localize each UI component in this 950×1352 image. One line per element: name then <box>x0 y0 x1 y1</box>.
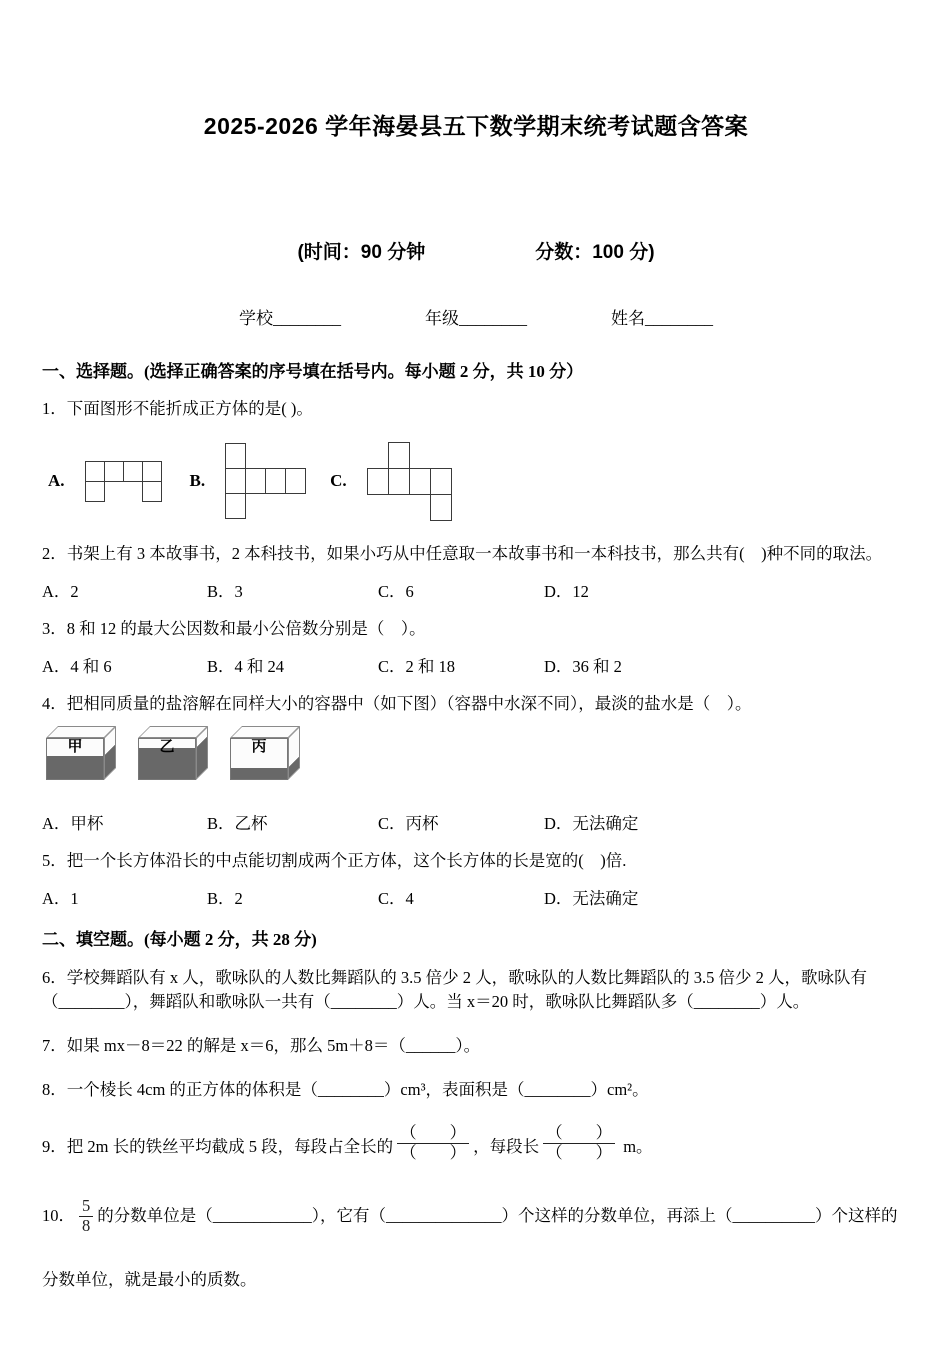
net-square <box>388 468 410 495</box>
q4-option-a: A．甲杯 <box>42 813 104 833</box>
q2-option-d: D．12 <box>544 582 589 602</box>
question-4-options <box>42 812 910 836</box>
beaker-label: 丙 <box>251 737 267 755</box>
question-3-options <box>42 655 910 679</box>
cube-net-a <box>85 461 162 502</box>
score-label: 分数：100 分) <box>535 242 655 264</box>
question-7-text: 7．如果 mx－8＝22 的解是 x＝6，那么 5m＋8＝（______）。 <box>42 1035 481 1055</box>
q4-option-c: C．丙杯 <box>378 813 439 833</box>
q3-option-c: C．2 和 18 <box>378 656 456 676</box>
q10-body: 的分数单位是（____________），它有（______________）个这样的分数单位，再添上（__________）个这样的 <box>97 1205 898 1225</box>
q4-option-b: B．乙杯 <box>207 813 268 833</box>
q2-option-c: C．6 <box>378 582 414 602</box>
net-square <box>265 468 286 494</box>
question-5-text: 5．把一个长方体沿长的中点能切割成两个正方体，这个长方体的长是宽的( )倍. <box>42 850 627 870</box>
net-square <box>225 493 246 519</box>
q9-suffix: m。 <box>619 1136 653 1156</box>
beaker-label: 乙 <box>159 737 175 755</box>
net-square <box>104 461 124 482</box>
q5-option-c: C．4 <box>378 888 414 908</box>
q5-option-a: A．1 <box>42 888 79 908</box>
question-5-options <box>42 887 910 911</box>
net-square <box>430 494 452 521</box>
question-9-text <box>42 1124 910 1163</box>
q9-prefix: 9．把 2m 长的铁丝平均截成 5 段，每段占全长的 <box>42 1136 394 1156</box>
question-10-line2: 分数单位，就是最小的质数。 <box>42 1269 257 1289</box>
q2-option-a: A．2 <box>42 582 79 602</box>
net-square <box>85 481 105 502</box>
net-square <box>367 468 389 495</box>
option-c-label: C. <box>330 470 347 490</box>
net-square <box>142 481 162 502</box>
cube-net-b <box>225 443 306 519</box>
question-2-text: 2．书架上有 3 本故事书，2 本科技书，如果小巧从中任意取一本故事书和一本科技书，那么共有( )种不同的取法。 <box>42 544 883 564</box>
question-4-text: 4．把相同质量的盐溶解在同样大小的容器中（如下图）（容器中水深不同），最淡的盐水是（ ）。 <box>42 693 752 713</box>
beaker-front-face <box>138 738 196 780</box>
net-square <box>225 468 246 494</box>
beaker-front-face <box>230 738 288 780</box>
net-square <box>142 461 162 482</box>
option-b-label: B. <box>189 470 206 490</box>
net-square <box>85 461 105 482</box>
question-1-text: 1．下面图形不能折成正方体的是( )。 <box>42 399 313 419</box>
question-1-diagrams <box>42 433 910 529</box>
net-square <box>409 468 431 495</box>
q5-option-b: B．2 <box>207 888 243 908</box>
question-2-options <box>42 580 910 604</box>
exam-meta <box>42 239 910 267</box>
net-square <box>225 443 246 469</box>
fraction-five-eighths: $\frac{5}{8}$ <box>79 1197 93 1236</box>
page-title: 2025-2026 学年海晏县五下数学期末统考试题含答案 <box>203 113 749 139</box>
net-option-b <box>190 443 307 519</box>
net-square <box>388 442 410 469</box>
net-option-a <box>48 461 162 502</box>
grade-field: 年级________ <box>425 308 527 328</box>
net-square <box>123 461 143 482</box>
q3-option-a: A．4 和 6 <box>42 656 112 676</box>
blank-fraction-2: $\frac{( )}{( )}$ <box>543 1124 615 1163</box>
time-label: (时间：90 分钟 <box>297 242 426 264</box>
question-3-text: 3．8 和 12 的最大公因数和最小公倍数分别是（ ）。 <box>42 618 426 638</box>
question-6-text: 6．学校舞蹈队有 x 人，歌咏队的人数比舞蹈队的 3.5 倍少 2 人，歌咏队的人数比舞蹈队的 3.5 倍少 2 人，歌咏队有（________），舞蹈队和歌咏队一共有（________）人。当 x＝20 时，歌咏队比舞蹈队多（________）人。 <box>42 968 867 1012</box>
cube-net-c <box>367 442 452 521</box>
beaker-water <box>47 756 103 779</box>
q5-option-d: D．无法确定 <box>544 888 639 908</box>
q3-option-d: D．36 和 2 <box>544 656 622 676</box>
beaker-yi <box>138 726 212 784</box>
beaker-bing <box>230 726 304 784</box>
question-8-text: 8．一个棱长 4cm 的正方体的体积是（________）cm³，表面积是（________）cm²。 <box>42 1079 649 1099</box>
q10-number: 10． <box>42 1205 75 1225</box>
option-a-label: A. <box>48 470 65 490</box>
section-two-heading: 二、填空题。(每小题 2 分，共 28 分) <box>42 930 317 950</box>
q2-option-b: B．3 <box>207 582 243 602</box>
section-one-heading: 一、选择题。(选择正确答案的序号填在括号内。每小题 2 分，共 10 分） <box>42 361 584 381</box>
net-square <box>285 468 306 494</box>
question-4-diagrams <box>42 726 910 790</box>
school-field: 学校________ <box>239 308 341 328</box>
beaker-label: 甲 <box>67 737 83 755</box>
net-square <box>245 468 266 494</box>
q4-option-d: D．无法确定 <box>544 813 639 833</box>
q3-option-b: B．4 和 24 <box>207 656 285 676</box>
beaker-jia <box>46 726 120 784</box>
question-10-text <box>42 1197 910 1236</box>
q9-middle: ，每段长 <box>473 1136 540 1156</box>
net-option-c <box>330 442 452 521</box>
student-info-row <box>42 307 910 332</box>
beaker-front-face <box>46 738 104 780</box>
blank-fraction-1: $\frac{( )}{( )}$ <box>397 1124 469 1163</box>
name-field: 姓名________ <box>611 308 713 328</box>
net-square <box>430 468 452 495</box>
beaker-water <box>231 768 287 779</box>
